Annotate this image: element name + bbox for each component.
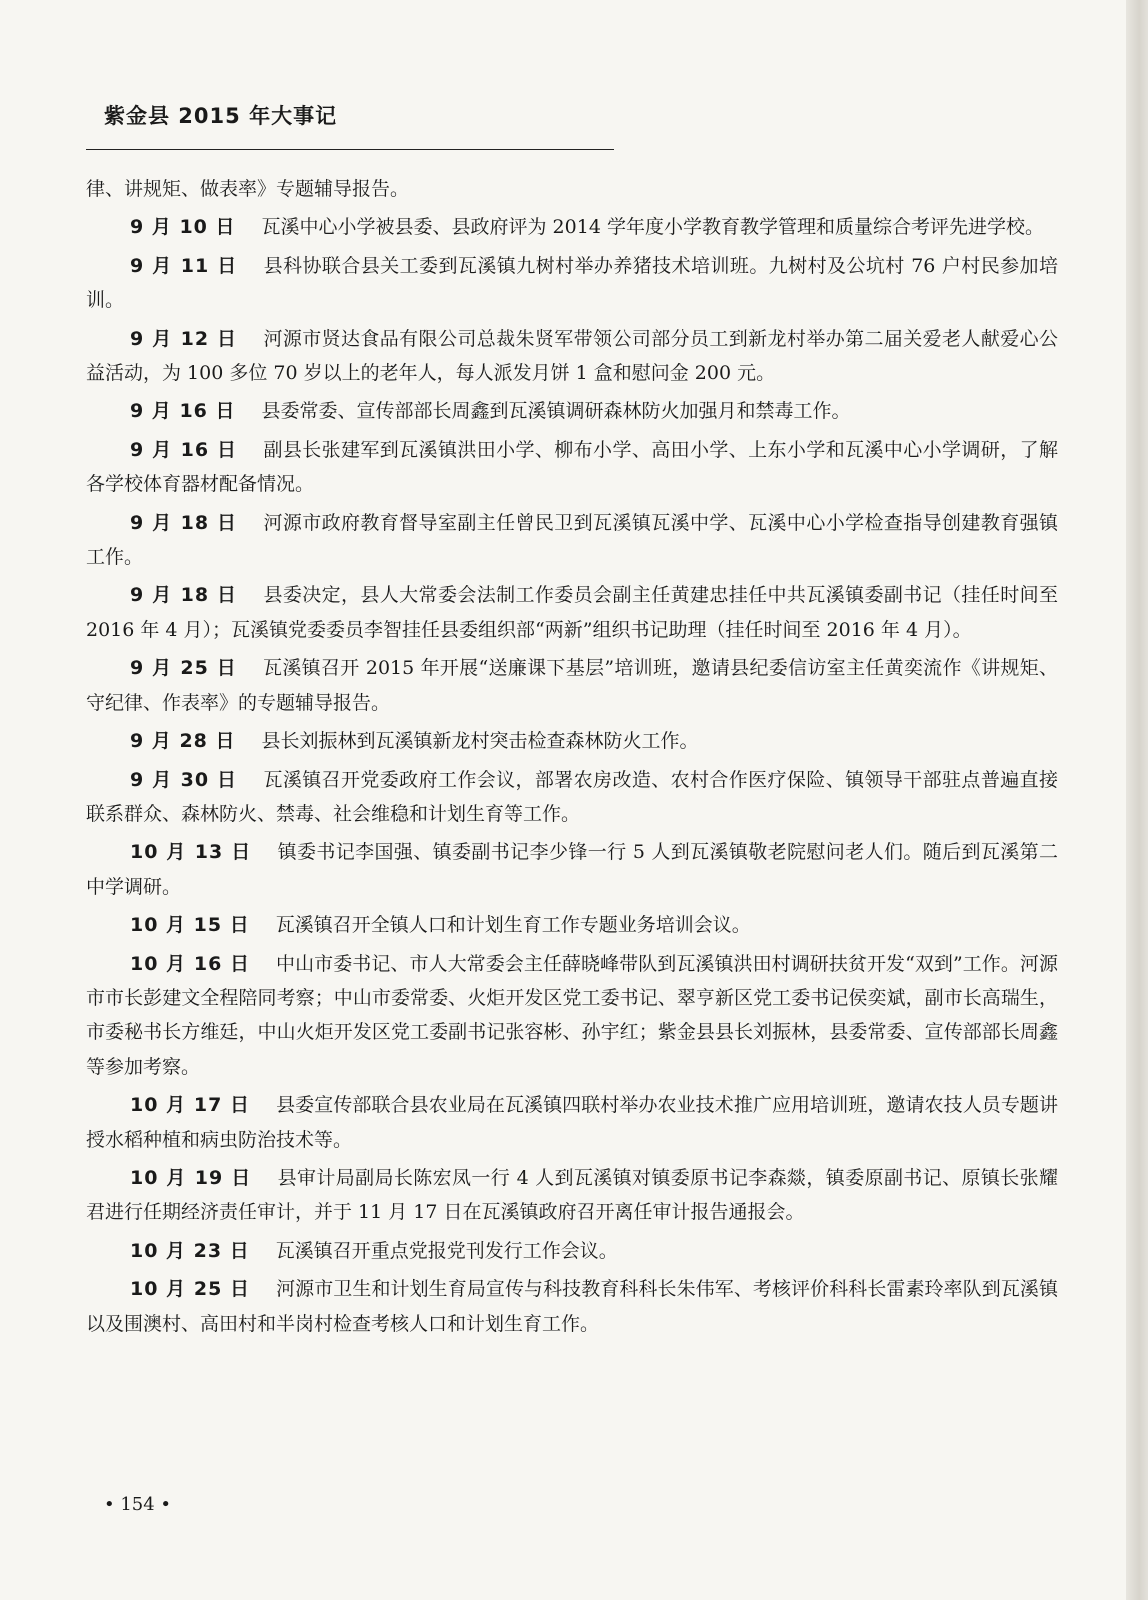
entry-text: 瓦溪中心小学被县委、县政府评为 2014 学年度小学教育教学管理和质量综合考评先进学校。 — [261, 216, 1044, 239]
chronicle-entry — [86, 908, 1058, 942]
chronicle-entry — [86, 1272, 1058, 1341]
chronicle-entry — [86, 1088, 1058, 1157]
chronicle-body — [86, 172, 1058, 1345]
header-rule — [86, 149, 614, 150]
entry-date: 9 月 28 日 — [130, 730, 236, 753]
entry-text: 县委决定，县人大常委会法制工作委员会副主任黄建忠挂任中共瓦溪镇委副书记（挂任时间至 2016 年 4 月）；瓦溪镇党委委员李智挂任县委组织部“两新”组织书记助理（挂任时间至 2016 年 4 月）。 — [86, 584, 1058, 641]
entry-date: 9 月 30 日 — [130, 768, 238, 791]
continuation-text: 律、讲规矩、做表率》专题辅导报告。 — [86, 178, 410, 200]
entry-date: 10 月 25 日 — [130, 1278, 251, 1301]
page-number: • 154 • — [104, 1494, 172, 1515]
entry-date: 10 月 16 日 — [130, 952, 251, 975]
entry-date: 10 月 23 日 — [130, 1239, 250, 1262]
chronicle-entry — [86, 210, 1058, 244]
entry-text: 瓦溪镇召开党委政府工作会议，部署农房改造、农村合作医疗保险、镇领导干部驻点普遍直接联系群众、森林防火、禁毒、社会维稳和计划生育等工作。 — [86, 768, 1058, 825]
entry-text: 县委常委、宣传部部长周鑫到瓦溪镇调研森林防火加强月和禁毒工作。 — [261, 400, 851, 423]
entry-text: 瓦溪镇召开全镇人口和计划生育工作专题业务培训会议。 — [275, 914, 751, 937]
entry-date: 9 月 16 日 — [130, 438, 238, 461]
chronicle-entry — [86, 578, 1058, 647]
chronicle-entry — [86, 394, 1058, 428]
entry-text: 河源市贤达食品有限公司总裁朱贤军带领公司部分员工到新龙村举办第二届关爱老人献爱心公益活动，为 100 多位 70 岁以上的老年人，每人派发月饼 1 盒和慰问金 200 元。 — [86, 327, 1058, 385]
entry-text: 县委宣传部联合县农业局在瓦溪镇四联村举办农业技术推广应用培训班，邀请农技人员专题讲授水稻种植和病虫防治技术等。 — [86, 1094, 1058, 1151]
entry-text: 瓦溪镇召开 2015 年开展“送廉课下基层”培训班，邀请县纪委信访室主任黄奕流作《讲规矩、守纪律、作表率》的专题辅导报告。 — [86, 657, 1058, 714]
entry-text: 瓦溪镇召开重点党报党刊发行工作会议。 — [275, 1239, 618, 1262]
chronicle-entry — [86, 1234, 1058, 1268]
entry-list — [86, 210, 1058, 1341]
chronicle-entry — [86, 763, 1058, 832]
entry-date: 10 月 15 日 — [130, 914, 250, 937]
entry-date: 9 月 12 日 — [130, 327, 238, 350]
chronicle-entry — [86, 947, 1058, 1085]
chronicle-entry — [86, 433, 1058, 502]
entry-date: 9 月 16 日 — [130, 400, 236, 423]
entry-text: 河源市政府教育督导室副主任曾民卫到瓦溪镇瓦溪中学、瓦溪中心小学检查指导创建教育强镇工作。 — [86, 511, 1058, 569]
entry-date: 9 月 25 日 — [130, 657, 238, 680]
entry-date: 9 月 18 日 — [130, 511, 238, 534]
running-header: 紫金县 2015 年大事记 — [104, 104, 338, 128]
chronicle-entry — [86, 506, 1058, 575]
chronicle-entry — [86, 835, 1058, 904]
entry-date: 10 月 13 日 — [130, 841, 252, 864]
chronicle-entry — [86, 724, 1058, 758]
entry-text: 河源市卫生和计划生育局宣传与科技教育科科长朱伟军、考核评价科科长雷素玲率队到瓦溪镇以及围澳村、高田村和半岗村检查考核人口和计划生育工作。 — [86, 1278, 1058, 1335]
entry-date: 9 月 10 日 — [130, 216, 236, 239]
entry-date: 9 月 18 日 — [130, 584, 238, 607]
entry-text: 县长刘振林到瓦溪镇新龙村突击检查森林防火工作。 — [261, 730, 699, 753]
chronicle-entry — [86, 322, 1058, 391]
entry-text: 镇委书记李国强、镇委副书记李少锋一行 5 人到瓦溪镇敬老院慰问老人们。随后到瓦溪第二中学调研。 — [86, 841, 1058, 898]
entry-date: 10 月 19 日 — [130, 1166, 252, 1189]
entry-text: 县科协联合县关工委到瓦溪镇九树村举办养猪技术培训班。九树村及公坑村 76 户村民参加培训。 — [86, 254, 1058, 312]
page-edge-shadow — [1126, 0, 1148, 1600]
chronicle-entry — [86, 651, 1058, 720]
entry-text: 县审计局副局长陈宏凤一行 4 人到瓦溪镇对镇委原书记李森燚，镇委原副书记、原镇长张耀君进行任期经济责任审计，并于 11 月 17 日在瓦溪镇政府召开离任审计报告通报会。 — [86, 1166, 1058, 1224]
chronicle-entry — [86, 1161, 1058, 1230]
chronicle-entry — [86, 249, 1058, 318]
entry-date: 10 月 17 日 — [130, 1094, 251, 1117]
entry-text: 中山市委书记、市人大常委会主任薛晓峰带队到瓦溪镇洪田村调研扶贫开发“双到”工作。河源市市长彭建文全程陪同考察；中山市委常委、火炬开发区党工委书记、翠亨新区党工委书记侯奕斌，副市长高瑞生，市委秘书长方维廷，中山火炬开发区党工委副书记张容彬、孙宇红；紫金县县长刘振林，县委常委、宣传部部长周鑫等参加考察。 — [86, 952, 1058, 1078]
entry-date: 9 月 11 日 — [130, 254, 238, 277]
entry-text: 副县长张建军到瓦溪镇洪田小学、柳布小学、高田小学、上东小学和瓦溪中心小学调研，了解各学校体育器材配备情况。 — [86, 438, 1058, 496]
